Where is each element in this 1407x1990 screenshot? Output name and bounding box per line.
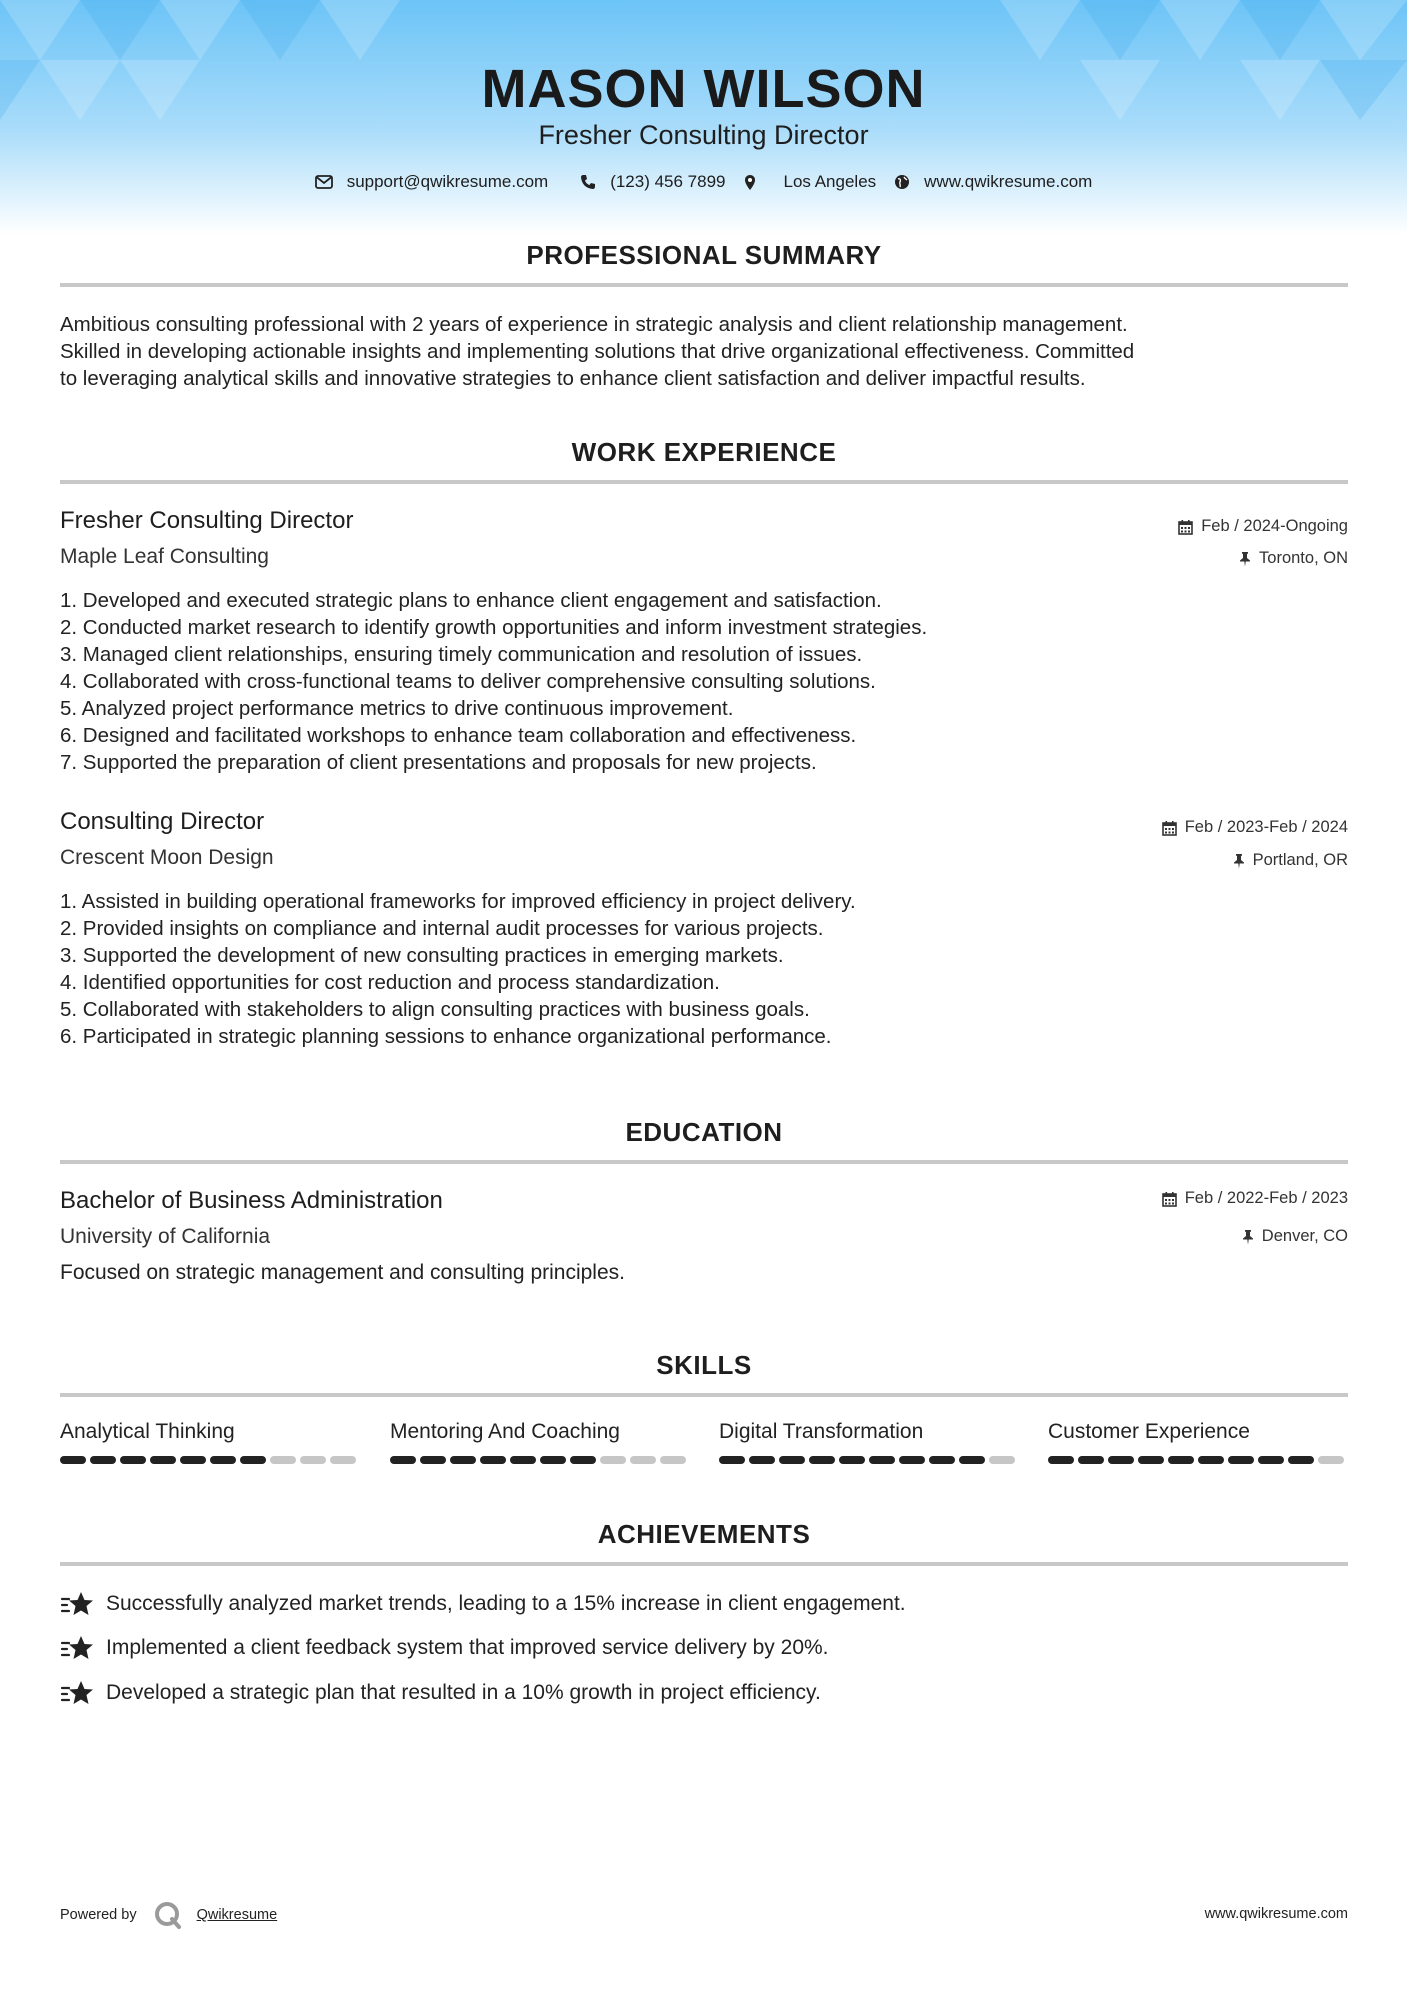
skill-item	[1048, 1420, 1348, 1464]
summary-line: to leveraging analytical skills and innovative strategies to enhance client satisfaction and deliver impactful results.	[60, 367, 1086, 390]
job-bullets	[60, 587, 1260, 776]
globe-icon	[894, 174, 910, 190]
list-item: 3. Supported the development of new consulting practices in emerging markets.	[60, 944, 784, 967]
location-text: Los Angeles	[783, 172, 877, 191]
education-dates-text: Feb / 2022-Feb / 2023	[1184, 1189, 1348, 1207]
job-location-text: Toronto, ON	[1259, 549, 1348, 567]
skill-level-segment	[1318, 1456, 1344, 1464]
summary-text	[60, 311, 1348, 392]
skill-level-segment	[90, 1456, 116, 1464]
education-dates	[1162, 1189, 1348, 1208]
experience-divider	[60, 480, 1348, 484]
skill-level-segment	[1108, 1456, 1134, 1464]
achievement-text: Successfully analyzed market trends, leading to a 15% increase in client engagement.	[106, 1592, 906, 1615]
skill-item	[60, 1420, 360, 1464]
job-bullets	[60, 888, 1260, 1050]
skill-level-segment	[959, 1456, 985, 1464]
experience-heading: WORK EXPERIENCE	[571, 437, 837, 467]
summary-heading: PROFESSIONAL SUMMARY	[526, 240, 882, 270]
achievements-divider	[60, 1562, 1348, 1566]
list-item: 4. Collaborated with cross-functional teams to deliver comprehensive consulting solutions.	[60, 670, 876, 693]
skill-level-segment	[989, 1456, 1015, 1464]
education-description: Focused on strategic management and consulting principles.	[60, 1261, 625, 1284]
skill-name: Digital Transformation	[719, 1420, 924, 1443]
skill-level-segment	[869, 1456, 895, 1464]
skill-level-segment	[1228, 1456, 1254, 1464]
list-item: 6. Participated in strategic planning sessions to enhance organizational performance.	[60, 1025, 832, 1048]
skill-level-segment	[929, 1456, 955, 1464]
skill-level-segment	[630, 1456, 656, 1464]
skill-level-segment	[719, 1456, 745, 1464]
skill-level-segment	[1198, 1456, 1224, 1464]
skill-item	[390, 1420, 690, 1464]
summary-line: Skilled in developing actionable insights and implementing solutions that drive organizational effectiveness. Committed	[60, 340, 1135, 363]
contact-info	[0, 172, 1407, 192]
summary-line: Ambitious consulting professional with 2 years of experience in strategic analysis and client relationship management.	[60, 313, 1128, 336]
skill-level-segment	[390, 1456, 416, 1464]
list-item: 5. Analyzed project performance metrics to drive continuous improvement.	[60, 697, 734, 720]
degree-title: Bachelor of Business Administration	[60, 1187, 443, 1214]
skill-level-segment	[1258, 1456, 1284, 1464]
footer-website[interactable]: www.qwikresume.com	[1204, 1906, 1348, 1922]
phone-icon	[580, 174, 596, 190]
calendar-icon	[1162, 1191, 1177, 1207]
star-badge-icon	[60, 1590, 94, 1618]
skill-level-segment	[270, 1456, 296, 1464]
skills-divider	[60, 1393, 1348, 1397]
job-location	[1233, 851, 1348, 870]
email-text: support@qwikresume.com	[346, 172, 549, 191]
list-item: 2. Conducted market research to identify growth opportunities and inform investment strategies.	[60, 616, 928, 639]
skill-level-bar	[1048, 1456, 1348, 1464]
phone-text: (123) 456 7899	[610, 172, 726, 191]
contact-location	[744, 172, 877, 192]
pushpin-icon	[1242, 1229, 1254, 1245]
list-item: 3. Managed client relationships, ensuring timely communication and resolution of issues.	[60, 643, 863, 666]
footer-powered-by	[60, 1900, 277, 1930]
summary-divider	[60, 283, 1348, 287]
skill-level-segment	[600, 1456, 626, 1464]
star-badge-icon	[60, 1634, 94, 1662]
powered-by-label: Powered by	[60, 1907, 137, 1923]
pushpin-icon	[1233, 853, 1245, 869]
job-location-text: Portland, OR	[1252, 851, 1348, 869]
job-company: Crescent Moon Design	[60, 846, 274, 869]
skill-level-segment	[1138, 1456, 1164, 1464]
education-location-text: Denver, CO	[1261, 1227, 1348, 1245]
skills-heading: SKILLS	[656, 1350, 752, 1380]
skill-level-segment	[660, 1456, 686, 1464]
skill-level-bar	[390, 1456, 690, 1464]
website-text[interactable]: www.qwikresume.com	[924, 172, 1093, 191]
skill-level-segment	[120, 1456, 146, 1464]
education-location	[1242, 1227, 1348, 1246]
job-location	[1239, 549, 1348, 568]
skill-level-segment	[1048, 1456, 1074, 1464]
skill-level-segment	[899, 1456, 925, 1464]
education-heading: EDUCATION	[625, 1117, 783, 1147]
skill-level-segment	[1168, 1456, 1194, 1464]
skill-name: Customer Experience	[1048, 1420, 1250, 1443]
job-title: Fresher Consulting Director	[60, 507, 354, 534]
contact-website[interactable]	[894, 172, 1092, 192]
pushpin-icon	[1239, 551, 1251, 567]
skill-level-segment	[300, 1456, 326, 1464]
skill-level-segment	[330, 1456, 356, 1464]
skill-level-segment	[450, 1456, 476, 1464]
contact-phone[interactable]	[580, 172, 725, 192]
job-dates	[1178, 517, 1348, 536]
skill-level-segment	[570, 1456, 596, 1464]
skill-level-segment	[210, 1456, 236, 1464]
skill-level-segment	[809, 1456, 835, 1464]
job-dates-text: Feb / 2024-Ongoing	[1201, 517, 1348, 535]
achievement-item	[60, 1590, 906, 1618]
skill-level-segment	[180, 1456, 206, 1464]
calendar-icon	[1178, 519, 1193, 535]
achievement-text: Developed a strategic plan that resulted in a 10% growth in project efficiency.	[106, 1681, 821, 1704]
brand-link[interactable]: Qwikresume	[196, 1907, 278, 1923]
list-item: 5. Collaborated with stakeholders to align consulting practices with business goals.	[60, 998, 810, 1021]
list-item: 6. Designed and facilitated workshops to enhance team collaboration and effectiveness.	[60, 724, 857, 747]
skill-level-bar	[719, 1456, 1019, 1464]
list-item: 1. Assisted in building operational frameworks for improved efficiency in project delivery.	[60, 890, 856, 913]
calendar-icon	[1162, 820, 1177, 836]
list-item: 1. Developed and executed strategic plans to enhance client engagement and satisfaction.	[60, 589, 882, 612]
contact-email[interactable]	[315, 172, 549, 192]
skill-level-segment	[60, 1456, 86, 1464]
skill-level-segment	[150, 1456, 176, 1464]
skill-level-segment	[779, 1456, 805, 1464]
envelope-icon	[315, 175, 333, 189]
job-company: Maple Leaf Consulting	[60, 545, 269, 568]
achievements-heading: ACHIEVEMENTS	[597, 1519, 811, 1549]
skill-level-segment	[240, 1456, 266, 1464]
school-name: University of California	[60, 1225, 271, 1248]
skill-level-segment	[1078, 1456, 1104, 1464]
achievement-item	[60, 1679, 821, 1707]
achievement-item	[60, 1634, 829, 1662]
list-item: 7. Supported the preparation of client presentations and proposals for new projects.	[60, 751, 817, 774]
skill-level-segment	[540, 1456, 566, 1464]
star-badge-icon	[60, 1679, 94, 1707]
education-divider	[60, 1160, 1348, 1164]
job-dates-text: Feb / 2023-Feb / 2024	[1184, 818, 1348, 836]
candidate-name: MASON WILSON	[481, 59, 926, 119]
qwikresume-logo	[153, 1900, 183, 1930]
skill-level-segment	[420, 1456, 446, 1464]
skill-level-segment	[480, 1456, 506, 1464]
skill-level-segment	[749, 1456, 775, 1464]
list-item: 2. Provided insights on compliance and internal audit processes for various projects.	[60, 917, 824, 940]
map-pin-icon	[744, 174, 756, 191]
skill-item	[719, 1420, 1019, 1464]
skill-level-segment	[839, 1456, 865, 1464]
job-dates	[1162, 818, 1348, 837]
achievement-text: Implemented a client feedback system that improved service delivery by 20%.	[106, 1636, 829, 1659]
skill-name: Mentoring And Coaching	[390, 1420, 620, 1443]
list-item: 4. Identified opportunities for cost reduction and process standardization.	[60, 971, 720, 994]
skill-name: Analytical Thinking	[60, 1420, 235, 1443]
candidate-title: Fresher Consulting Director	[538, 120, 869, 150]
job-title: Consulting Director	[60, 808, 265, 835]
skill-level-segment	[1288, 1456, 1314, 1464]
skill-level-segment	[510, 1456, 536, 1464]
skill-level-bar	[60, 1456, 360, 1464]
